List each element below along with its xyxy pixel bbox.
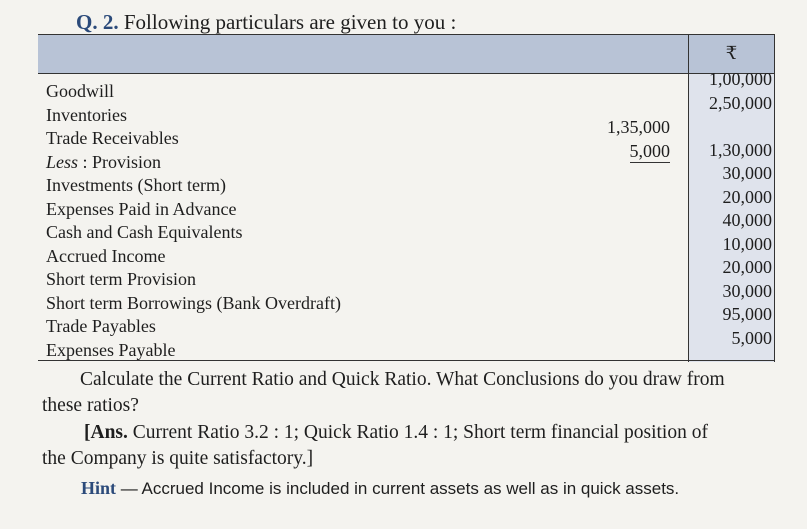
answer-line: the Company is quite satisfactory.] [42,448,314,469]
instruction-line: these ratios? [42,395,139,416]
table-row-label [46,151,341,175]
answer-paragraph [42,420,782,472]
amount-cell: 1,30,000 [709,139,772,160]
table-row-label: Accrued Income [46,245,166,266]
table-right-border [774,34,775,362]
answer-text: Current Ratio 3.2 : 1; Quick Ratio 1.4 : 1; Short term financial position of [127,422,708,443]
instruction-paragraph [42,367,782,419]
table-row-label: Goodwill [46,81,115,101]
sub-amount-column [578,116,670,163]
table-row-label: Investments (Short term) [46,175,226,195]
amount-cell: 1,00,000 [709,69,772,89]
particulars-table [38,34,775,362]
amount-cell: 10,000 [722,233,772,254]
table-row-label: Cash and Cash Equivalents [46,222,243,242]
table-row-label: Short term Borrowings (Bank Overdraft) [46,292,341,313]
amount-cell: 30,000 [722,163,772,183]
amount-cell: 20,000 [722,257,772,277]
amount-cell: 30,000 [722,280,772,301]
question-heading [76,10,456,35]
hint-line [81,478,679,499]
table-row-label: Expenses Paid in Advance [46,198,237,219]
amount-cell: 2,50,000 [709,92,772,113]
amount-cell: 20,000 [722,186,772,207]
amount-cell: 95,000 [722,304,772,324]
table-row-label: Trade Payables [46,316,156,336]
table-header [38,34,775,74]
answer-label: [Ans. [84,422,128,443]
table-row-label: Trade Receivables [46,128,179,148]
table-row-label: Short term Provision [46,269,197,289]
sub-amount: 5,000 [629,140,670,161]
table-row-label: Inventories [46,104,127,125]
question-number: Q. 2. [76,10,119,34]
amount-gap [688,115,772,139]
table-row-label: Expenses Payable [46,339,176,360]
hint-label: Hint [81,478,117,498]
less-label: Less [46,151,79,172]
particulars-list [46,80,341,362]
currency-header: ₹ [725,43,738,63]
hint-text: — Accrued Income is included in current assets as well as in quick assets. [116,479,680,498]
amount-cell: 40,000 [722,210,772,230]
sub-amount: 1,35,000 [607,117,670,137]
amount-cell: 5,000 [731,327,772,348]
provision-label: : Provision [78,151,162,172]
answer-line [42,420,782,446]
question-text: Following particulars are given to you : [123,10,457,34]
instruction-line: Calculate the Current Ratio and Quick Ratio. What Conclusions do you draw from [80,369,725,390]
amount-column [688,68,772,350]
